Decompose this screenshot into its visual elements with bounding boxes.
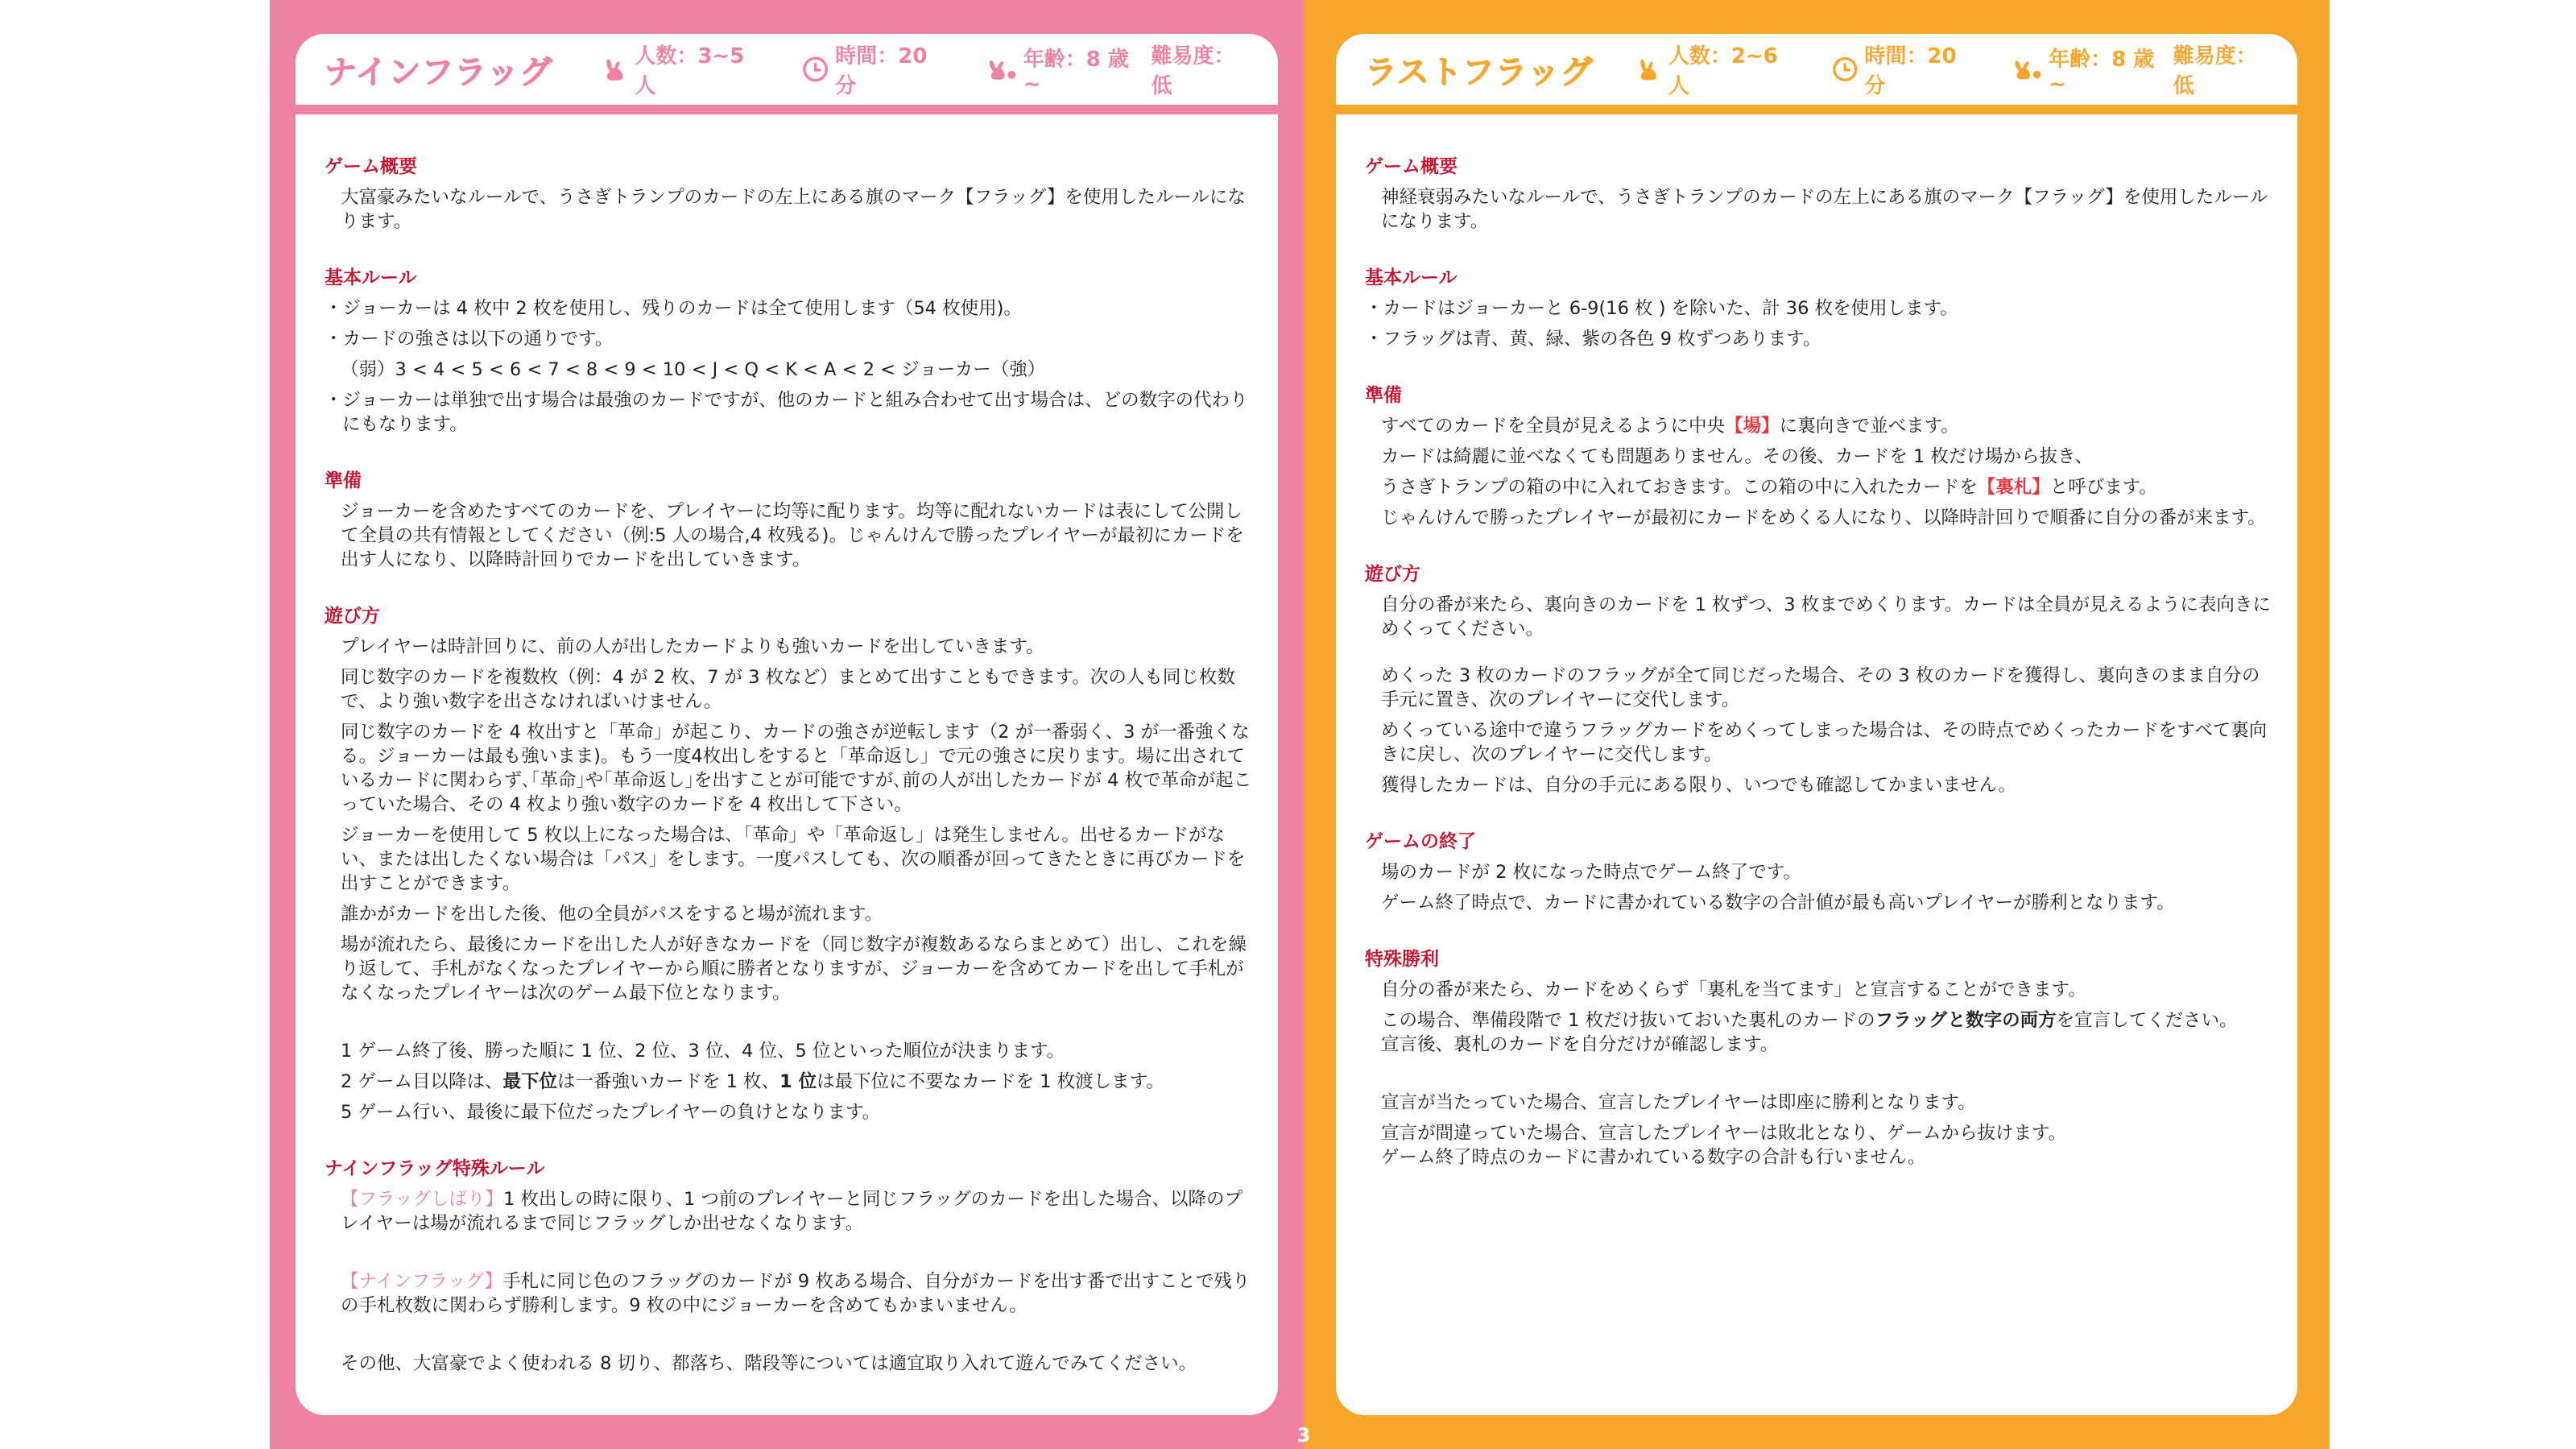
page-number: 3 (1296, 1424, 1311, 1447)
players-text: 人数：2~6 人 (1668, 44, 1778, 98)
bullet: ・カードの強さは以下の通りです。 (325, 329, 614, 350)
bullet: ・ジョーカーは単独で出す場合は最強のカードですが、他のカードと組み合わせて出す場合は、どの数字の代わりにもなります。 (325, 390, 1248, 435)
basic-rules-section (1365, 266, 2273, 351)
highlight-text: 【裏札】 (1977, 477, 2050, 498)
paragraph: 宣言が間違っていた場合、宣言したプレイヤーは敗北となり、ゲームから抜けます。 (1381, 1123, 2067, 1144)
paragraph: めくっている途中で違うフラッグカードをめくってしまった場合は、その時点でめくったカードをすべて裏向きに戻し、次のプレイヤーに交代します。 (1381, 720, 2268, 765)
paragraph: ゲーム終了時点で、カードに書かれている数字の合計値が最も高いプレイヤーが勝利となります。 (1381, 892, 2175, 913)
nine-flag-body (325, 155, 1254, 1391)
age-text: 年齢：8 歳 ~ (1023, 47, 1129, 97)
special-win-section (1365, 947, 2273, 1170)
difficulty-info (1152, 39, 1255, 99)
age-info (986, 43, 1152, 97)
text: に裏向きで並べます。 (1779, 416, 1959, 437)
paragraph: 宣言が当たっていた場合、宣言したプレイヤーは即座に勝利となります。 (1381, 1092, 1976, 1113)
difficulty-text: 難易度：低 (2173, 44, 2257, 98)
paragraph: プレイヤーは時計回りに、前の人が出したカードよりも強いカードを出していきます。 (341, 636, 1044, 657)
preparation-section (325, 469, 1254, 572)
rule-tag: 【ナインフラッグ】 (341, 1271, 503, 1292)
paragraph: 同じ数字のカードを 4 枚出すと「革命」が起こり、カードの強さが逆転します（2 が一番弱く、3 が一番強くなる。ジョーカーは最も強いまま)。もう一度4枚出しをすると「革命返し」で元の強さに戻ります。場に出されているカードに関わらず､｢革命｣や｢革命返し｣を出すことが可能ですが､前の人が出したカードが 4 枚で革命が起こっていた場合、その 4 枚より強い数字のカードを 4 枚出して下さい。 (341, 722, 1252, 815)
last-flag-body (1365, 155, 2273, 1391)
paragraph: 神経衰弱みたいなルールで、うさぎトランプのカードの左上にある旗のマーク【フラッグ】を使用したルールになります。 (1381, 187, 2268, 232)
rabbit-icon (602, 56, 628, 83)
paragraph (325, 1269, 1254, 1318)
rabbit-icon (1635, 56, 1661, 83)
overview-section (1365, 155, 2273, 234)
rule-spread (270, 0, 2330, 1449)
text: は一番強いカードを 1 枚、 (556, 1071, 780, 1092)
bold-text: フラッグと数字の両方 (1875, 1010, 2057, 1031)
paragraph: 大富豪みたいなルールで、うさぎトランプのカードの左上にある旗のマーク【フラッグ】を使用したルールになります。 (341, 187, 1246, 232)
nine-flag-panel (270, 0, 1304, 1449)
paragraph: ジョーカーを含めたすべてのカードを、プレイヤーに均等に配ります。均等に配れないカードは表にして公開して全員の共有情報としてください（例:5 人の場合,4 枚残る)。じゃんけんで勝ったプレイヤーが最初にカードを出す人になり、以降時計回りでカードを出していきます。 (341, 501, 1244, 570)
overview-section (325, 155, 1254, 234)
rabbit-child-icon (986, 56, 1017, 83)
paragraph: 1 ゲーム終了後、勝った順に 1 位、2 位、3 位、4 位、5 位といった順位が決まります。 (341, 1041, 1065, 1062)
how-to-play-section (1365, 562, 2273, 797)
players-info (602, 39, 770, 99)
paragraph: じゃんけんで勝ったプレイヤーが最初にカードをめくる人になり、以降時計回りで順番に自分の番が来ます。 (1381, 507, 2266, 528)
rabbit-child-icon (2012, 56, 2042, 83)
paragraph: 場のカードが 2 枚になった時点でゲーム終了です。 (1381, 862, 1801, 883)
time-info (802, 39, 953, 99)
text: を宣言してください。 (2056, 1010, 2238, 1031)
paragraph: 自分の番が来たら、裏向きのカードを 1 枚ずつ、3 枚までめくります。カードは全員が見えるように表向きにめくってください。 (1381, 594, 2271, 640)
last-flag-card (1336, 34, 2297, 1415)
time-text: 時間：20 分 (1864, 44, 1957, 98)
players-text: 人数：3~5 人 (635, 44, 745, 98)
text: は最下位に不要なカードを 1 枚渡します。 (817, 1071, 1164, 1092)
difficulty-text: 難易度：低 (1151, 44, 1235, 98)
last-flag-title: ラストフラッグ (1365, 53, 1594, 91)
bold-text: 最下位 (502, 1071, 557, 1092)
clock-icon (1832, 56, 1858, 83)
highlight-text: 【場】 (1725, 416, 1780, 437)
section-title: ゲームの終了 (1365, 831, 1476, 852)
age-info (2012, 43, 2173, 97)
section-title: 特殊勝利 (1365, 949, 1439, 970)
bullet: ・フラッグは青、黄、緑、紫の各色 9 枚ずつあります。 (1365, 329, 1821, 350)
paragraph (1365, 475, 2273, 499)
text: 2 ゲーム目以降は、 (341, 1071, 503, 1092)
bullet: ・カードはジョーカーと 6-9(16 枚 ) を除いた、計 36 枚を使用します。 (1365, 298, 1958, 319)
age-text: 年齢：8 歳 ~ (2049, 47, 2155, 97)
section-title: 準備 (325, 470, 362, 491)
text: 手札に同じ色のフラッグのカードが 9 枚ある場合、自分がカードを出す番で出すことで残りの手札枚数に関わらず勝利します。9 枚の中にジョーカーを含めてもかまいません。 (341, 1271, 1251, 1316)
paragraph: 5 ゲーム行い、最後に最下位だったプレイヤーの負けとなります。 (341, 1102, 881, 1123)
nine-flag-title: ナインフラッグ (325, 53, 553, 91)
text: この場合、準備段階で 1 枚だけ抜いておいた裏札のカードの (1381, 1010, 1875, 1031)
bold-text: 1 位 (779, 1071, 817, 1092)
how-to-play-section (325, 604, 1254, 1124)
difficulty-info (2173, 39, 2273, 99)
paragraph: 誰かがカードを出した後、他の全員がパスをすると場が流れます。 (341, 904, 883, 925)
paragraph (1365, 414, 2273, 438)
last-flag-panel (1304, 0, 2330, 1449)
nine-flag-card (296, 34, 1278, 1415)
paragraph: 獲得したカードは、自分の手元にある限り、いつでも確認してかまいません。 (1381, 775, 2016, 796)
text: と呼びます。 (2049, 477, 2157, 498)
paragraph: 自分の番が来たら、カードをめくらず「裏札を当てます」と宣言することができます。 (1381, 979, 2086, 1000)
section-title: 遊び方 (1365, 564, 1420, 585)
rule-tag: 【フラッグしばり】 (341, 1189, 504, 1210)
paragraph: その他、大富豪でよく使われる 8 切り、都落ち、階段等については適宜取り入れて遊んでみてください。 (341, 1353, 1197, 1374)
text: 1 枚出しの時に限り、1 つ前のプレイヤーと同じフラッグのカードを出した場合、以降のプレイヤーは場が流れるまで同じフラッグしか出せなくなります。 (341, 1189, 1243, 1234)
bullet: ・ジョーカーは 4 枚中 2 枚を使用し、残りのカードは全て使用します（54 枚使用)。 (325, 298, 1022, 319)
section-title: 遊び方 (325, 606, 380, 627)
game-end-section (1365, 830, 2273, 915)
paragraph: めくった 3 枚のカードのフラッグが全て同じだった場合、その 3 枚のカードを獲得し、裏向きのまま自分の手元に置き、次のプレイヤーに交代します。 (1381, 665, 2260, 710)
text: うさぎトランプの箱の中に入れておきます。この箱の中に入れたカードを (1381, 477, 1978, 498)
paragraph: 宣言後、裏札のカードを自分だけが確認します。 (1381, 1034, 1779, 1055)
clock-icon (802, 56, 829, 83)
time-text: 時間：20 分 (835, 44, 928, 98)
section-title: ゲーム概要 (1365, 156, 1458, 177)
players-info (1635, 39, 1800, 99)
basic-rules-section (325, 266, 1254, 437)
text: すべてのカードを全員が見えるように中央 (1381, 416, 1726, 437)
paragraph: ゲーム終了時点のカードに書かれている数字の合計も行いません。 (1381, 1147, 1926, 1168)
section-title: 基本ルール (325, 267, 417, 288)
section-title: ナインフラッグ特殊ルール (325, 1158, 545, 1179)
strength-order: （弱）3 < 4 < 5 < 6 < 7 < 8 < 9 < 10 < J < Q < K < A < 2 < ジョーカー（強） (341, 359, 1046, 380)
time-info (1832, 39, 1979, 99)
nine-flag-header (296, 34, 1278, 114)
section-title: 準備 (1365, 385, 1402, 406)
paragraph: ジョーカーを使用して 5 枚以上になった場合は､「革命」や「革命返し」は発生しません。出せるカードがない、または出したくない場合は「パス」をします。一度パスしても、次の順番が回ってきたときに再びカードを出すことができます。 (341, 825, 1246, 894)
special-rules-section (325, 1157, 1254, 1376)
paragraph (1365, 1008, 2273, 1033)
paragraph (325, 1070, 1254, 1094)
section-title: ゲーム概要 (325, 156, 417, 177)
paragraph: 場が流れたら、最後にカードを出した人が好きなカードを（同じ数字が複数あるならまとめて）出し、これを繰り返して、手札がなくなったプレイヤーから順に勝者となりますが、ジョーカーを含めてカードを出して手札がなくなったプレイヤーは次のゲーム最下位となります。 (341, 934, 1247, 1004)
section-title: 基本ルール (1365, 267, 1458, 288)
paragraph (325, 1187, 1254, 1236)
paragraph: 同じ数字のカードを複数枚（例：4 が 2 枚、7 が 3 枚など）まとめて出すこともできます。次の人も同じ枚数で、より強い数字を出さなければいけません。 (341, 667, 1235, 712)
last-flag-header (1336, 34, 2297, 114)
paragraph: カードは綺麗に並べなくても問題ありません。その後、カードを 1 枚だけ場から抜き、 (1381, 446, 2094, 467)
preparation-section (1365, 383, 2273, 530)
